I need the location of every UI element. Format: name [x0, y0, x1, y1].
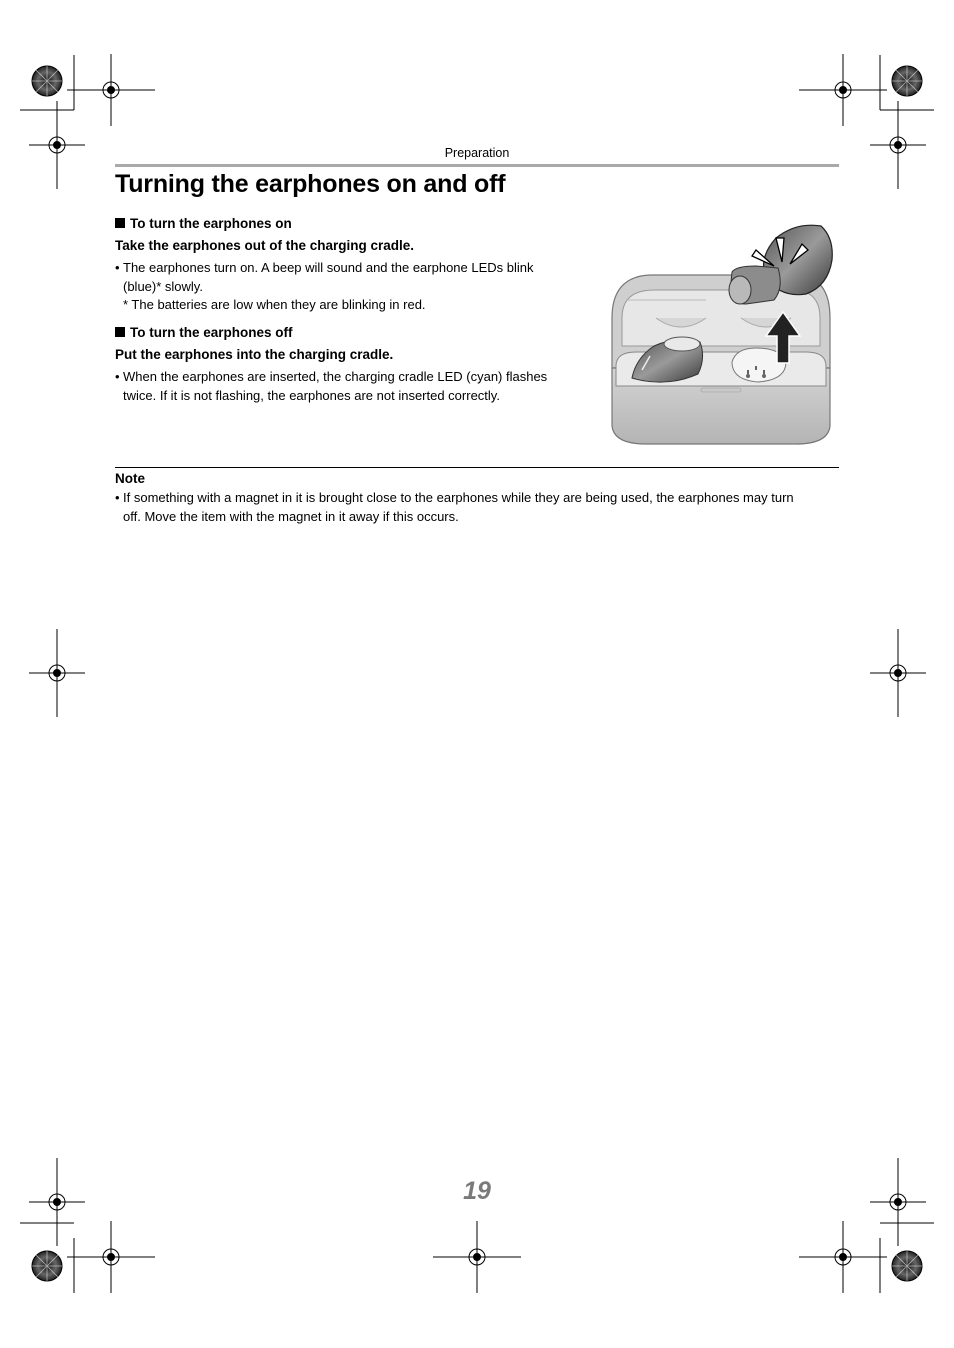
bullet-line: off. Move the item with the magnet in it away if this occurs. — [123, 508, 459, 524]
square-bullet-icon — [115, 218, 125, 228]
instruction-turn-off: Put the earphones into the charging cradle. — [115, 347, 394, 362]
bullet-line: (blue)* slowly. — [123, 278, 203, 294]
heading-turn-on — [115, 216, 292, 231]
bullet-turn-off — [115, 368, 595, 405]
heading-turn-off-label: To turn the earphones off — [130, 325, 293, 340]
bullet-dot: • — [115, 369, 120, 384]
note-title: Note — [115, 471, 145, 486]
charging-cradle-illustration — [606, 218, 838, 450]
heading-turn-off — [115, 325, 293, 340]
note-bullet — [115, 489, 845, 526]
bullet-dot: • — [115, 490, 120, 505]
instruction-turn-on: Take the earphones out of the charging cradle. — [115, 238, 415, 253]
note-divider — [115, 467, 839, 468]
footnote: * The batteries are low when they are blinking in red. — [123, 297, 426, 312]
page-title: Turning the earphones on and off — [115, 170, 506, 198]
square-bullet-icon — [115, 327, 125, 337]
header-divider — [115, 164, 839, 167]
bullet-turn-on — [115, 259, 595, 315]
bullet-line: twice. If it is not flashing, the earphones are not inserted correctly. — [123, 387, 500, 403]
bullet-line: When the earphones are inserted, the charging cradle LED (cyan) flashes — [123, 369, 548, 384]
bullet-dot: • — [115, 260, 120, 275]
bullet-line: The earphones turn on. A beep will sound and the earphone LEDs blink — [123, 260, 534, 275]
section-label: Preparation — [444, 146, 510, 160]
heading-turn-on-label: To turn the earphones on — [130, 216, 292, 231]
bullet-line: If something with a magnet in it is brought close to the earphones while they are being used, the earphones may turn — [123, 490, 794, 505]
page-number: 19 — [463, 1177, 491, 1205]
